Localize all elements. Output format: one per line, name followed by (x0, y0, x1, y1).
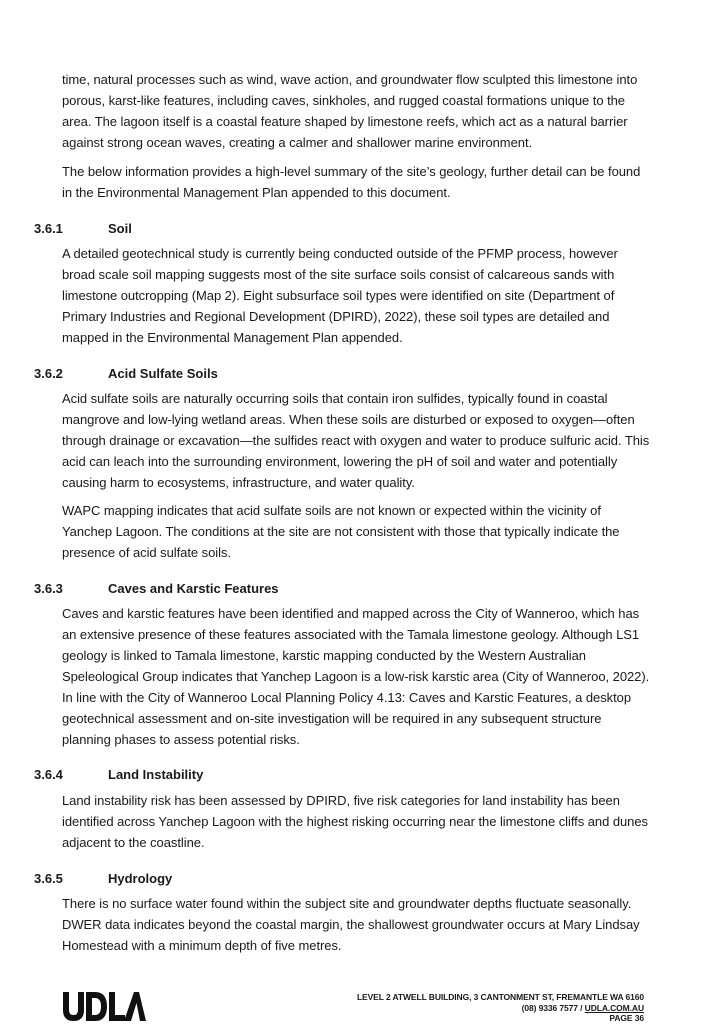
section-heading-land-instability (34, 766, 203, 784)
acid-sulfate-paragraph-2: WAPC mapping indicates that acid sulfate soils are not known or expected within the vicinity of Yanchep Lagoon. The conditions at the site are not consistent with those that typically indicate the presence of acid sulfate soils. (62, 503, 620, 560)
section-title: Acid Sulfate Soils (108, 366, 218, 381)
footer-address: LEVEL 2 ATWELL BUILDING, 3 CANTONMENT ST, FREMANTLE WA 6160 (356, 992, 644, 1002)
section-heading-caves (34, 580, 279, 598)
section-title: Land Instability (108, 767, 204, 782)
udla-logo (62, 990, 146, 1022)
section-heading-hydrology (34, 870, 172, 888)
land-instability-paragraph: Land instability risk has been assessed by DPIRD, five risk categories for land instability has been identified across Yanchep Lagoon with the highest risking occurring near the limestone cliffs and dunes adjacent to the coastline. (62, 793, 648, 850)
section-number: 3.6.5 (34, 871, 63, 886)
section-title: Caves and Karstic Features (108, 581, 279, 596)
section-number: 3.6.3 (34, 581, 63, 596)
section-title: Soil (108, 221, 132, 236)
section-number: 3.6.1 (34, 221, 63, 236)
footer-contact (357, 992, 644, 1024)
footer-phone-web (357, 1003, 644, 1014)
soil-paragraph: A detailed geotechnical study is currently being conducted outside of the PFMP process, however broad scale soil mapping suggests most of the site surface soils consist of calcareous sands with limestone outcropping (Map 2). Eight subsurface soil types were identified on site (Department of Primary Industries and Regional Development (DPIRD), 2022), these soil types are detailed and mapped in the Environmental Management Plan appended. (62, 246, 618, 345)
footer-separator: / (577, 1002, 585, 1013)
page-number: PAGE 36 (609, 1013, 644, 1023)
section-title: Hydrology (108, 871, 173, 886)
hydrology-paragraph: There is no surface water found within the subject site and groundwater depths fluctuate seasonally. DWER data indicates beyond the coastal margin, the shallowest groundwater occurs at Mary Lindsay Homestead with a minimum depth of five metres. (62, 896, 640, 953)
footer-website-link[interactable]: UDLA.COM.AU (584, 1002, 644, 1013)
section-heading-acid-sulfate-soils (34, 365, 218, 383)
intro-paragraph-2: The below information provides a high-level summary of the site’s geology, further detail can be found in the Environmental Management Plan appended to this document. (62, 164, 641, 200)
footer-phone: (08) 9336 7577 (521, 1002, 578, 1013)
caves-paragraph: Caves and karstic features have been identified and mapped across the City of Wanneroo, which has an extensive presence of these features associated with the Tamala limestone geology. Although LS1 geology is linked to Tamala limestone, karstic mapping conducted by the Western Australian Speleological Group indicates that Yanchep Lagoon is a low-risk karstic area (City of Wanneroo, 2022). In line with the City of Wanneroo Local Planning Policy 4.13: Caves and Karstic Features, a desktop geotechnical assessment and on-site investigation will be required in any subsequent structure planning phases to assess potential risks. (62, 606, 650, 747)
acid-sulfate-paragraph-1: Acid sulfate soils are naturally occurring soils that contain iron sulfides, typically found in coastal mangrove and low-lying wetland areas. When these soils are disturbed or exposed to oxygen—often through drainage or excavation—the sulfides react with oxygen and water to produce sulfuric acid. This acid can leach into the surrounding environment, lowering the pH of soil and water and potentially causing harm to ecosystems, infrastructure, and water quality. (62, 391, 650, 490)
section-number: 3.6.2 (34, 366, 63, 381)
intro-paragraph-1: time, natural processes such as wind, wave action, and groundwater flow sculpted this limestone into porous, karst-like features, including caves, sinkholes, and rugged coastal formations unique to the area. The lagoon itself is a coastal feature shaped by limestone reefs, which act as a natural barrier against strong ocean waves, creating a calmer and shallower marine environment. (62, 72, 638, 150)
section-number: 3.6.4 (34, 767, 63, 782)
section-heading-soil (34, 220, 132, 238)
